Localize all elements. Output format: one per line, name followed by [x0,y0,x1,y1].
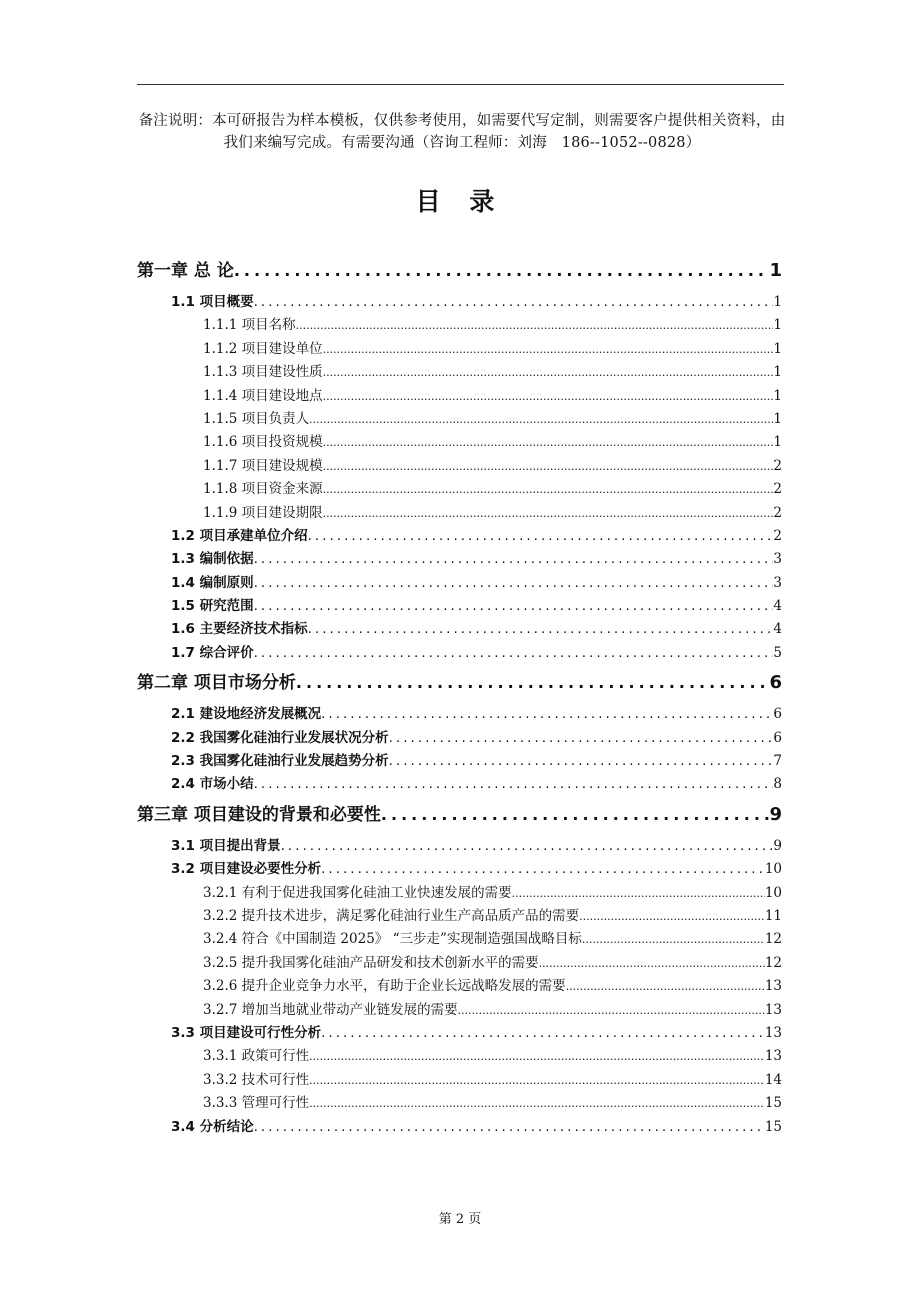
toc-entry-label: 1.1.2 项目建设单位 [203,340,323,357]
toc-entry-chap[interactable] [137,668,782,696]
toc-entry-label: 第二章 项目市场分析 [137,673,296,694]
toc-leader-dots [582,933,765,946]
toc-leader-dots [539,957,765,970]
toc-entry-label: 1.3 编制依据 [171,551,254,568]
toc-entry-page: 15 [764,1095,782,1112]
toc-entry-page: 4 [773,621,782,638]
toc-entry-page: 1 [773,410,782,427]
toc-leader-dots [512,887,765,900]
toc-leader-dots [254,776,774,792]
toc-entry-page: 2 [773,504,782,521]
toc-entry-page: 6 [769,672,782,694]
toc-leader-dots [308,528,774,544]
page-number: 第 2 页 [438,1212,482,1227]
toc-entry-page: 13 [764,1048,782,1065]
toc-entry-sec[interactable] [137,1021,782,1044]
toc-entry-label: 3.2 项目建设必要性分析 [171,861,322,878]
toc-entry-label: 1.6 主要经济技术指标 [171,621,308,638]
toc-leader-dots [323,460,774,473]
toc-entry-sub[interactable] [137,927,782,950]
toc-entry-page: 1 [773,294,782,310]
toc-leader-dots [389,753,774,769]
toc-entry-page: 12 [764,954,782,971]
toc-entry-sub[interactable] [137,881,782,904]
toc-entry-label: 3.2.5 提升我国雾化硅油产品研发和技术创新水平的需要 [203,954,539,971]
toc-entry-sub[interactable] [137,337,782,360]
toc-entry-page: 13 [764,1001,782,1018]
toc-entry-sub[interactable] [137,430,782,453]
toc-entry-sec[interactable] [137,702,782,725]
toc-entry-page: 13 [764,1024,782,1041]
toc-entry-sec[interactable] [137,772,782,795]
toc-entry-label: 3.2.7 增加当地就业带动产业链发展的需要 [203,1001,458,1018]
toc-leader-dots [254,551,774,567]
toc-leader-dots [323,366,774,379]
toc-entry-sec[interactable] [137,726,782,749]
toc-leader-dots [234,261,770,280]
toc-entry-sub[interactable] [137,501,782,524]
toc-entry-page: 1 [773,317,782,334]
toc-entry-page: 14 [764,1071,782,1088]
toc-entry-label: 2.3 我国雾化硅油行业发展趋势分析 [171,753,389,770]
toc-entry-page: 3 [773,574,782,591]
toc-entry-sec[interactable] [137,834,782,857]
toc-entry-label: 1.1.7 项目建设规模 [203,457,323,474]
toc-leader-dots [254,598,774,614]
toc-entry-sub[interactable] [137,974,782,997]
toc-leader-dots [309,1050,765,1063]
toc-entry-label: 1.7 综合评价 [171,644,254,661]
toc-entry-page: 1 [773,364,782,381]
toc-entry-label: 3.3 项目建设可行性分析 [171,1024,322,1041]
toc-entry-page: 1 [769,260,782,281]
toc-entry-sub[interactable] [137,360,782,383]
toc-entry-label: 1.4 编制原则 [171,574,254,591]
toc-entry-sec[interactable] [137,524,782,547]
header-rule [137,84,784,85]
toc-leader-dots [281,838,774,854]
toc-entry-page: 4 [773,598,782,615]
toc-entry-page: 5 [773,644,782,661]
toc-entry-label: 1.2 项目承建单位介绍 [171,527,308,544]
toc-leader-dots [309,1074,765,1087]
toc-entry-page: 2 [773,481,782,498]
toc-leader-dots [458,1004,765,1017]
toc-entry-label: 3.3.3 管理可行性 [203,1095,310,1112]
toc-leader-dots [321,1025,765,1041]
toc-leader-dots [321,706,773,722]
toc-entry-sec[interactable] [137,617,782,640]
toc-entry-sec[interactable] [137,290,782,313]
toc-entry-sub[interactable] [137,1091,782,1114]
toc-entry-label: 第一章 总 论 [137,261,234,281]
toc-entry-label: 3.1 项目提出背景 [171,837,281,854]
toc-entry-label: 第三章 项目建设的背景和必要性 [137,804,381,825]
toc-entry-page: 1 [773,434,782,451]
toc-entry-sub[interactable] [137,407,782,430]
toc-entry-page: 12 [764,931,782,948]
toc-leader-dots [579,910,765,923]
toc-entry-sec[interactable] [137,547,782,570]
toc-entry-label: 1.1 项目概要 [171,294,254,310]
toc-leader-dots [323,436,774,449]
toc-entry-label: 2.1 建设地经济发展概况 [171,706,322,723]
toc-entry-page: 11 [764,907,782,924]
toc-entry-label: 3.2.4 符合《中国制造 2025》 “三步走”实现制造强国战略目标 [203,931,582,948]
toc-leader-dots [308,621,774,637]
toc-entry-page: 3 [773,551,782,568]
toc-leader-dots [296,673,770,692]
toc-entry-page: 6 [773,729,782,746]
toc-entry-label: 1.1.4 项目建设地点 [203,387,323,404]
toc-entry-label: 2.4 市场小结 [171,776,254,793]
toc-entry-label: 3.2.1 有利于促进我国雾化硅油工业快速发展的需要 [203,884,512,901]
toc-leader-dots [381,805,770,824]
toc-leader-dots [296,319,774,332]
toc-entry-page: 6 [773,706,782,723]
toc-entry-label: 1.5 研究范围 [171,598,254,615]
toc-leader-dots [389,730,774,746]
toc-entry-label: 1.1.6 项目投资规模 [203,434,323,451]
toc-leader-dots [323,483,774,496]
toc-leader-dots [321,861,765,877]
toc-entry-sub[interactable] [137,904,782,927]
toc-entry-sec[interactable] [137,1115,782,1138]
toc-entry-sub[interactable] [137,313,782,336]
toc-entry-sub[interactable] [137,998,782,1021]
toc-leader-dots [254,1119,765,1135]
toc-entry-page: 2 [773,527,782,544]
toc-entry-label: 1.1.9 项目建设期限 [203,504,323,521]
toc-leader-dots [323,507,774,520]
table-of-contents [137,256,782,1138]
toc-entry-label: 1.1.1 项目名称 [203,317,296,334]
toc-leader-dots [254,575,774,591]
toc-entry-label: 3.2.6 提升企业竞争力水平，有助于企业长远战略发展的需要 [203,978,566,995]
toc-entry-sub[interactable] [137,477,782,500]
toc-leader-dots [254,645,774,661]
toc-entry-page: 8 [773,776,782,793]
toc-entry-sub[interactable] [137,1044,782,1067]
toc-title: 目 录 [415,187,505,216]
toc-entry-sub[interactable] [137,454,782,477]
toc-leader-dots [309,413,773,426]
toc-entry-sec[interactable] [137,571,782,594]
remark-note: 备注说明：本可研报告为样本模板，仅供参考使用，如需要代写定制，则需要客户提供相关资料，由我们来编写完成。有需要沟通（咨询工程师：刘海 186--1052--0828） [138,113,786,151]
toc-entry-label: 1.1.5 项目负责人 [203,410,310,427]
toc-entry-page: 1 [773,387,782,404]
toc-entry-page: 13 [764,978,782,995]
toc-entry-page: 2 [773,457,782,474]
toc-entry-sub[interactable] [137,951,782,974]
toc-entry-label: 3.4 分析结论 [171,1118,254,1135]
toc-entry-label: 3.3.1 政策可行性 [203,1048,310,1065]
toc-entry-sec[interactable] [137,857,782,880]
toc-entry-sub[interactable] [137,384,782,407]
toc-entry-page: 1 [773,340,782,357]
toc-entry-chap[interactable] [137,256,782,284]
toc-entry-label: 3.3.2 技术可行性 [203,1071,310,1088]
toc-entry-sec[interactable] [137,749,782,772]
toc-entry-page: 15 [764,1118,782,1135]
toc-entry-page: 7 [773,753,782,770]
toc-entry-page: 9 [773,837,782,854]
toc-entry-label: 3.2.2 提升技术进步，满足雾化硅油行业生产高品质产品的需要 [203,907,580,924]
toc-entry-page: 10 [764,884,782,901]
toc-entry-chap[interactable] [137,800,782,828]
toc-entry-sec[interactable] [137,641,782,664]
toc-entry-label: 1.1.3 项目建设性质 [203,364,323,381]
toc-entry-sec[interactable] [137,594,782,617]
toc-leader-dots [566,980,765,993]
toc-entry-label: 1.1.8 项目资金来源 [203,481,323,498]
toc-leader-dots [309,1097,765,1110]
toc-leader-dots [254,294,774,310]
toc-entry-sub[interactable] [137,1068,782,1091]
toc-leader-dots [323,343,774,356]
toc-entry-label: 2.2 我国雾化硅油行业发展状况分析 [171,729,389,746]
toc-leader-dots [323,390,774,403]
toc-entry-page: 9 [769,803,782,825]
toc-entry-page: 10 [764,861,782,878]
